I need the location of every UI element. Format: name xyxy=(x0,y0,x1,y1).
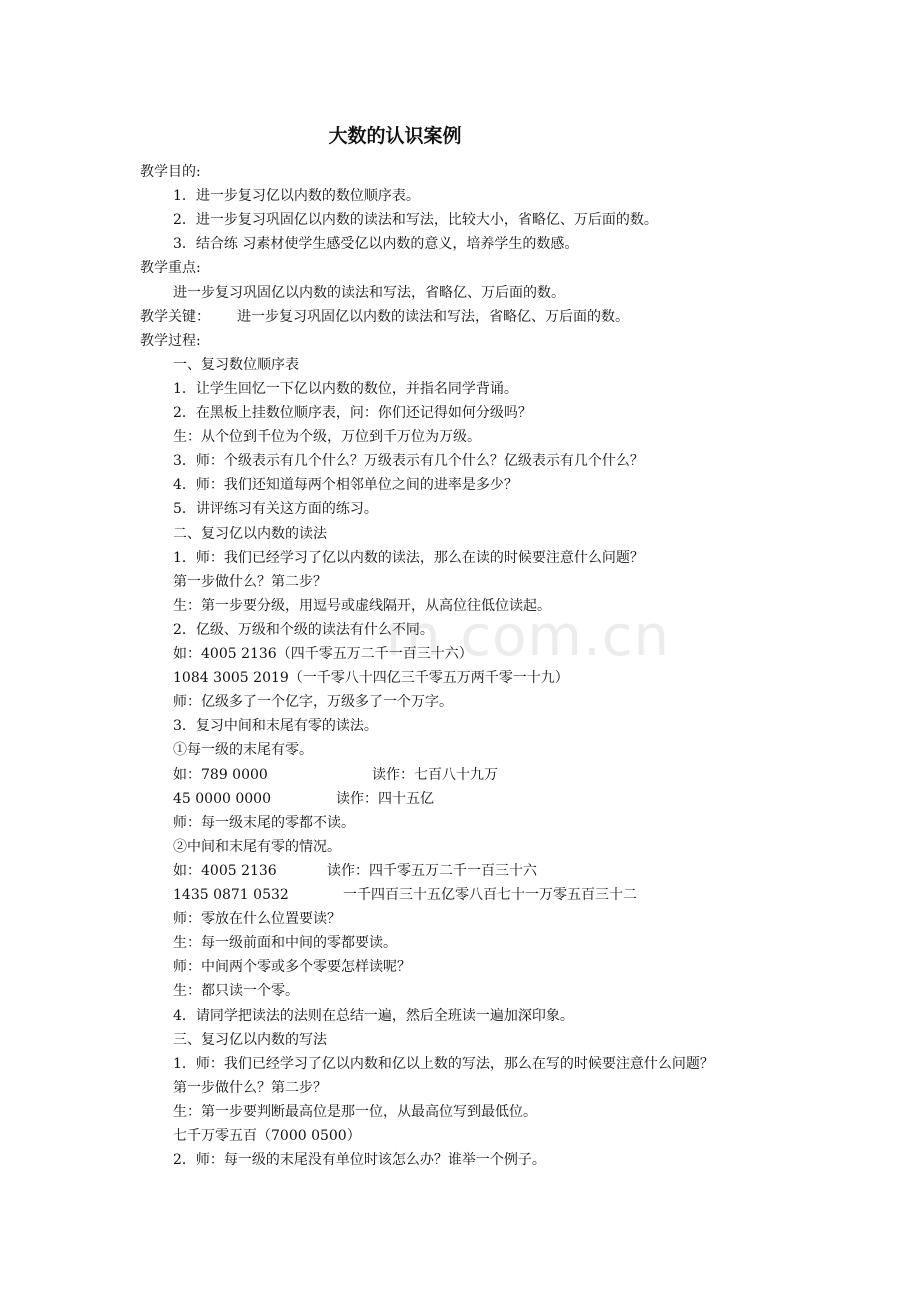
paragraph-line: 3．师：个级表示有几个什么？万级表示有几个什么？亿级表示有几个什么？ xyxy=(173,453,644,469)
paragraph-line: 5．讲评练习有关这方面的练习。 xyxy=(173,501,378,517)
paragraph-line: 生：每一级前面和中间的零都要读。 xyxy=(173,935,397,951)
paragraph-line: 进一步复习巩固亿以内数的读法和写法，省略亿、万后面的数。 xyxy=(173,285,565,301)
paragraph-line: ②中间和末尾有零的情况。 xyxy=(173,839,341,855)
paragraph-line: 4．师：我们还知道每两个相邻单位之间的进率是多少？ xyxy=(173,477,518,493)
paragraph-line: 师：亿级多了一个亿字，万级多了一个万字。 xyxy=(173,694,453,710)
paragraph-line: 第一步做什么？第二步？ xyxy=(173,574,327,590)
paragraph-line: 3．复习中间和末尾有零的读法。 xyxy=(173,718,378,734)
example-reading: 读作：七百八十九万 xyxy=(372,767,498,783)
subsection-heading: 三、复习亿以内数的写法 xyxy=(173,1032,327,1048)
paragraph-line: ①每一级的末尾有零。 xyxy=(173,742,313,758)
example-reading: 读作：四十五亿 xyxy=(336,791,434,807)
section-heading: 教学过程: xyxy=(140,333,201,349)
example-reading: 读作：四千零五万二千一百三十六 xyxy=(327,863,537,879)
paragraph-line: 生：第一步要分级，用逗号或虚线隔开，从高位往低位读起。 xyxy=(173,598,551,614)
paragraph-line: 进一步复习巩固亿以内数的读法和写法，省略亿、万后面的数。 xyxy=(237,309,629,325)
paragraph-line: 如：4005 2136（四千零五万二千一百三十六） xyxy=(173,646,473,662)
paragraph-line: 1．师：我们已经学习了亿以内数的读法，那么在读的时候要注意什么问题？ xyxy=(173,550,644,566)
paragraph-line: 3．结合练 习素材使学生感受亿以内数的意义，培养学生的数感。 xyxy=(173,236,579,252)
paragraph-line: 师：零放在什么位置要读？ xyxy=(173,911,341,927)
paragraph-line: 生：第一步要判断最高位是那一位，从最高位写到最低位。 xyxy=(173,1104,537,1120)
section-heading: 教学关键： xyxy=(140,309,210,325)
section-heading: 教学重点: xyxy=(140,260,201,276)
document-title: 大数的认识案例 xyxy=(328,125,462,147)
subsection-heading: 二、复习亿以内数的读法 xyxy=(173,526,327,542)
paragraph-line: 2．进一步复习巩固亿以内数的读法和写法，比较大小，省略亿、万后面的数。 xyxy=(173,212,658,228)
example-number: 1435 0871 0532 xyxy=(173,887,289,903)
paragraph-line: 七千万零五百（7000 0500） xyxy=(173,1128,361,1144)
paragraph-line: 1．进一步复习亿以内数的数位顺序表。 xyxy=(173,188,420,204)
paragraph-line: 2．亿级、万级和个级的读法有什么不同。 xyxy=(173,622,434,638)
example-number: 45 0000 0000 xyxy=(173,791,271,807)
example-reading: 一千四百三十五亿零八百七十一万零五百三十二 xyxy=(343,887,637,903)
example-number: 如：4005 2136 xyxy=(173,863,277,879)
subsection-heading: 一、复习数位顺序表 xyxy=(173,357,299,373)
paragraph-line: 师：中间两个零或多个零要怎样读呢？ xyxy=(173,959,411,975)
section-heading: 教学目的: xyxy=(140,164,201,180)
paragraph-line: 1．让学生回忆一下亿以内数的数位，并指名同学背诵。 xyxy=(173,381,518,397)
watermark: m.com.cn xyxy=(386,604,671,669)
paragraph-line: 师：每一级末尾的零都不读。 xyxy=(173,815,355,831)
paragraph-line: 1．师：我们已经学习了亿以内数和亿以上数的写法，那么在写的时候要注意什么问题？ xyxy=(173,1056,714,1072)
paragraph-line: 第一步做什么？第二步？ xyxy=(173,1080,327,1096)
example-number: 如：789 0000 xyxy=(173,767,268,783)
paragraph-line: 4．请同学把读法的法则在总结一遍，然后全班读一遍加深印象。 xyxy=(173,1008,574,1024)
paragraph-line: 生：都只读一个零。 xyxy=(173,983,299,999)
paragraph-line: 1084 3005 2019（一千零八十四亿三千零五万两千零一十九） xyxy=(173,670,569,686)
paragraph-line: 2．师：每一级的末尾没有单位时该怎么办？谁举一个例子。 xyxy=(173,1152,546,1168)
paragraph-line: 2．在黑板上挂数位顺序表，问：你们还记得如何分级吗？ xyxy=(173,405,532,421)
paragraph-line: 生：从个位到千位为个级，万位到千万位为万级。 xyxy=(173,429,481,445)
